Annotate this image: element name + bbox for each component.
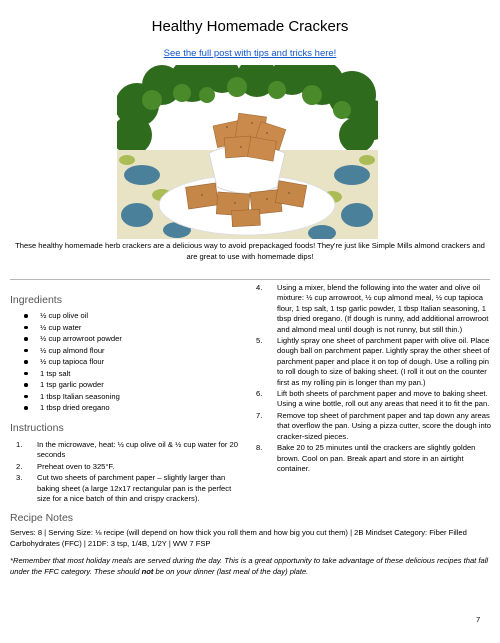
instructions-list-left [10,440,245,505]
photo-caption: These healthy homemade herb crackers are a delicious way to avoid prepackaged foods! They're just like Simple Mills almond crackers and are great to use with homemade dips! [15,241,485,261]
ingredients-heading: Ingredients [10,294,62,306]
step-number: 3. [16,473,23,483]
step-number: 4. [256,283,263,292]
step-number: 8. [256,443,263,453]
list-item: 1 tsp salt [22,368,242,380]
step-text: Using a mixer, blend the following into the water and olive oil mixture: ½ cup arrowroot, ½ cup almond meal, ½ cup tapioca flour, 1 tsp salt, 1 tsp garlic powder, 1 tbsp Italian seasoning, 1 tbsp dried oregano. (If dough is runny, add additional arrowroot and almond meal until dough is not runny, but still thin.) [277,283,489,334]
list-item: 1 tsp garlic powder [22,379,242,391]
step-text: Preheat oven to 325°F. [37,461,115,471]
recipe-notes-text: Serves: 8 | Serving Size: ⅛ recipe (will depend on how thick you roll them and how big you cut them) | 2B Mindset Category: Fiber Filled Carbohydrates (FFC) | 21DF: 3 tsp, 1/4B, 1/2Y | WW 7 FSP [10,528,467,548]
step-text: Lift both sheets of parchment paper and move to baking sheet. Using a wine bottle, roll out any areas that need it to fit the pan. [277,389,490,409]
page-title: Healthy Homemade Crackers [151,18,349,35]
list-item [250,389,493,410]
list-item [10,462,245,472]
list-item [10,440,245,461]
list-item [250,283,493,335]
step-number: 2. [16,461,23,471]
step-number: 7. [256,410,263,420]
step-text: Cut two sheets of parchment paper – slightly larger than baking sheet (a large 12x17 rectangular pan is the perfect size for a nice batch of thin and crispy crackers). [37,473,232,504]
reminder-text-end: be on your dinner (last meal of the day) plate. [153,566,309,576]
recipe-notes-heading: Recipe Notes [10,512,74,524]
list-item [10,473,245,504]
step-text: In the microwave, heat: ½ cup olive oil & ½ cup water for 20 seconds [37,440,238,460]
crackers-photo [117,65,378,239]
step-text: Remove top sheet of parchment paper and tap down any areas that overflow the pan. Using a pizza cutter, score the dough into cracker-sized pieces. [277,410,492,441]
step-text: Bake 20 to 25 minutes until the crackers are slightly golden brown. Cool on pan. Break apart and store in an airtight container. [277,443,476,473]
list-item: ½ cup arrowroot powder [22,333,242,345]
ingredients-list [22,310,242,414]
list-item: ½ cup tapioca flour [22,356,242,368]
page-number: 7 [476,615,481,624]
section-divider [10,279,490,280]
list-item: ½ cup water [22,322,242,334]
reminder-text-start: *Remember that most holiday meals are served during the day. This is a great opportunity to take advantage of these delicious recipes that fall under the FFC category. These should [10,556,489,576]
instructions-list-right [250,283,493,475]
reminder-emphasis: not [141,566,154,576]
step-number: 5. [256,336,263,346]
holiday-reminder [10,556,490,577]
list-item: 1 tbsp dried oregano [22,402,242,414]
list-item: ½ cup olive oil [22,310,242,322]
list-item [250,443,493,474]
step-number: 1. [16,440,23,449]
list-item: 1 tbsp Italian seasoning [22,391,242,403]
instructions-heading: Instructions [10,422,64,434]
step-text: Lightly spray one sheet of parchment paper with olive oil. Place dough ball on parchment paper. Lightly spray the other sheet of parchment paper and place it on top of dough. Use a rolling pin to roll dough to size of baking sheet. (I roll it out on the counter first as my rolling pin is longer than my pan.) [277,336,490,387]
list-item [250,336,493,388]
list-item: ½ cup almond flour [22,345,242,357]
step-number: 6. [256,389,263,399]
list-item [250,411,493,442]
full-post-link[interactable]: See the full post with tips and tricks here! [163,48,337,59]
